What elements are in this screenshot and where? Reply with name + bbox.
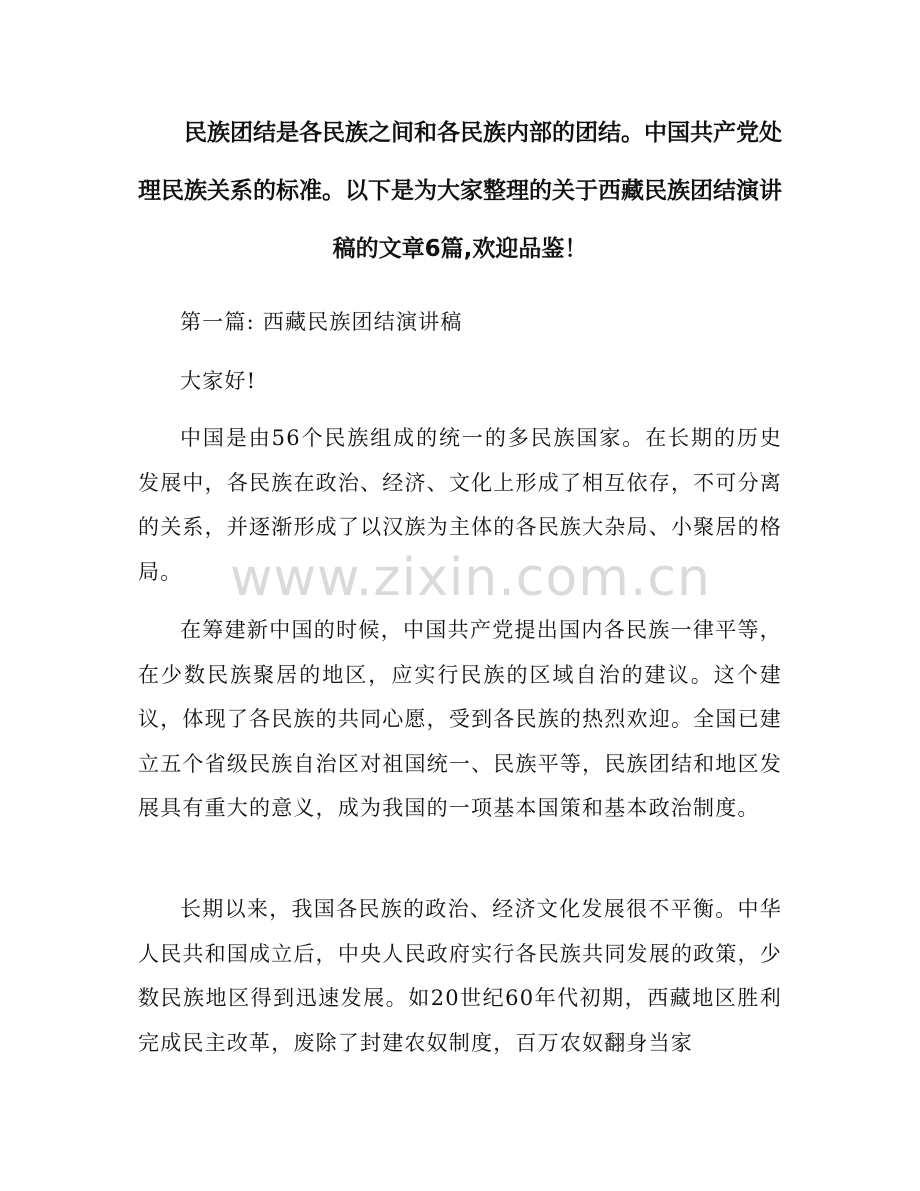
section-heading (138, 300, 782, 345)
section-heading-text: 第一篇: 西藏民族团结演讲稿 (180, 310, 463, 334)
paragraph-text: 中国是由56个民族组成的统一的多民族国家。在长期的历史发展中，各民族在政治、经济、文化上形成了相互依存，不可分离的关系，并逐渐形成了以汉族为主体的各民族大杂局、小聚居的格局。 (138, 426, 782, 584)
paragraph-text: 长期以来，我国各民族的政治、经济文化发展很不平衡。中华人民共和国成立后，中央人民政府实行各民族共同发展的政策，少数民族地区得到迅速发展。如20世纪60年代初期，西藏地区胜利完成民主改革，废除了封建农奴制度，百万农奴翻身当家 (138, 897, 782, 1055)
intro-paragraph (138, 104, 782, 278)
body-paragraph-3 (138, 887, 782, 1065)
intro-text: 民族团结是各民族之间和各民族内部的团结。中国共产党处理民族关系的标准。以下是为大家整理的关于西藏民族团结演讲稿的文章6篇,欢迎品鉴！ (138, 120, 782, 262)
greeting (138, 359, 782, 404)
paragraph-text: 在筹建新中国的时候，中国共产党提出国内各民族一律平等，在少数民族聚居的地区，应实行民族的区域自治的建议。这个建议，体现了各民族的共同心愿，受到各民族的热烈欢迎。全国已建立五个省级民族自治区对祖国统一、民族平等，民族团结和地区发展具有重大的意义，成为我国的一项基本国策和基本政治制度。 (138, 618, 782, 820)
body-paragraph-2 (138, 608, 782, 831)
body-paragraph-1 (138, 416, 782, 594)
watermark: www.zixin.com.cn (230, 548, 711, 608)
greeting-text: 大家好! (180, 369, 257, 393)
